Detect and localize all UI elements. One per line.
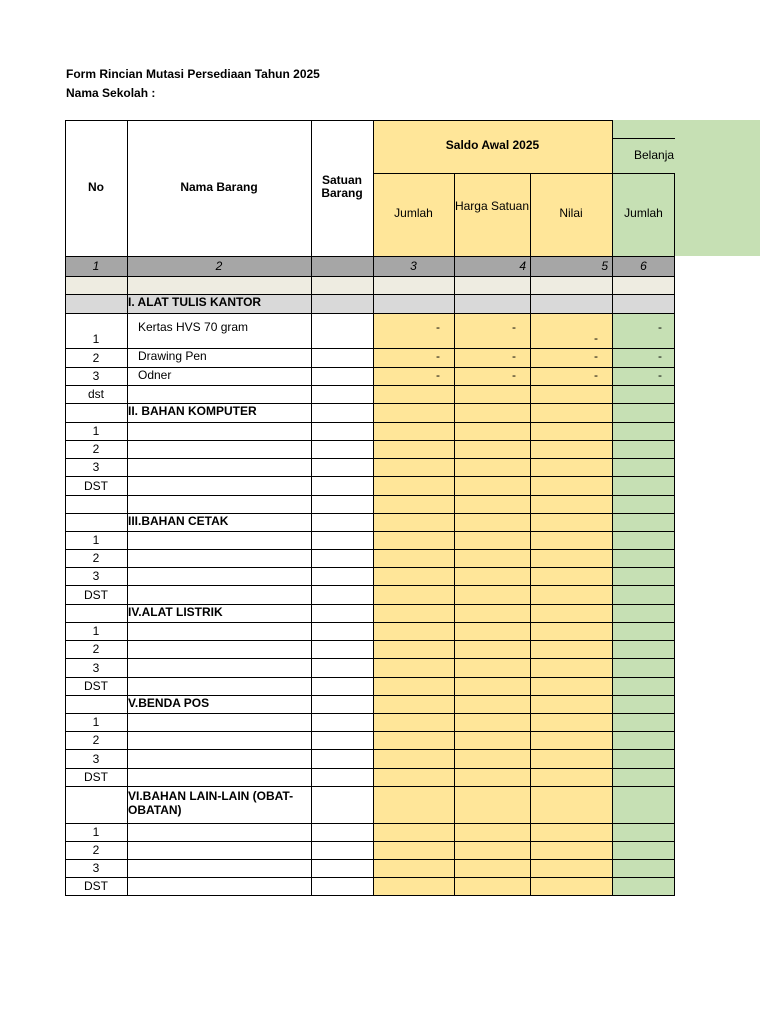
grid-line [65,658,675,659]
grid-line [65,367,675,368]
row-number: 1 [92,624,100,638]
dash-harga-satuan: - [512,368,516,382]
grid-line [65,495,675,496]
row-number: DST [84,770,108,784]
grid-line [311,120,312,895]
dash-jumlah-2: - [658,349,662,363]
header-no: No [88,180,104,194]
dash-nilai: - [594,331,598,345]
grid-line [65,823,675,824]
header-satuan-barang: Satuan Barang [321,173,363,200]
grid-line [373,120,374,895]
grid-line [65,677,675,678]
header-harga-satuan: Harga Satuan [454,199,530,213]
belanja-header-bg[interactable] [612,120,760,256]
grid-line [127,120,128,895]
section-header: V.BENDA POS [128,696,210,710]
row-number: 1 [92,715,100,729]
grid-line [65,440,675,441]
row-number: 1 [92,332,100,346]
grid-line [65,768,675,769]
row-number: 2 [92,642,100,656]
dash-nilai: - [594,368,598,382]
grid-line [65,313,675,314]
grid-line [65,695,675,696]
grid-line [65,786,675,787]
grid-line [65,622,675,623]
column-number: 3 [410,259,417,273]
header-nilai: Nilai [559,206,583,220]
column-number: 6 [640,259,647,273]
row-number: 3 [92,569,100,583]
dash-jumlah-2: - [658,320,662,334]
row-number: DST [84,588,108,602]
grid-line [65,458,675,459]
item-name: Kertas HVS 70 gram [138,320,249,334]
grid-line [65,256,675,257]
grid-line [65,567,675,568]
row-number: 2 [92,442,100,456]
grid-line [65,549,675,550]
grid-line [65,604,675,605]
grid-line [65,385,675,386]
grid-line [65,877,675,878]
grid-line [65,294,675,295]
row-number: DST [84,879,108,893]
item-name: Odner [138,368,172,382]
dash-jumlah: - [436,320,440,334]
header-jumlah: Jumlah [394,206,433,220]
header-saldo-awal: Saldo Awal 2025 [445,138,540,152]
form-title: Form Rincian Mutasi Persediaan Tahun 2025 [66,67,320,81]
section-header: II. BAHAN KOMPUTER [128,404,257,418]
grid-line [65,859,675,860]
school-name-label: Nama Sekolah : [66,86,156,100]
dash-harga-satuan: - [512,320,516,334]
grid-line [65,422,675,423]
grid-line [65,841,675,842]
grid-line [65,531,675,532]
column-number: 1 [92,259,100,273]
grid-line [65,276,675,277]
row-number: 2 [92,843,100,857]
section-header: VI.BAHAN LAIN-LAIN (OBAT-OBATAN) [128,789,294,817]
blank-row-bg[interactable] [65,276,675,294]
grid-line [373,173,675,174]
row-number: 2 [92,733,100,747]
item-name: Drawing Pen [138,349,207,363]
grid-line [65,348,675,349]
header-belanja: Belanja [634,148,675,162]
column-number: 5 [601,259,608,273]
dash-jumlah: - [436,349,440,363]
row-number: dst [87,387,104,401]
row-number: 3 [92,752,100,766]
row-number: 1 [92,533,100,547]
grid-line [65,403,675,404]
row-number: 2 [92,351,100,365]
header-jumlah-2: Jumlah [624,206,663,220]
row-number: 2 [92,551,100,565]
dash-harga-satuan: - [512,349,516,363]
grid-line [65,476,675,477]
grid-line [65,731,675,732]
grid-line [65,120,612,121]
dash-nilai: - [594,349,598,363]
grid-line [65,640,675,641]
grid-line [65,713,675,714]
row-number: 3 [92,460,100,474]
section-header: III.BAHAN CETAK [128,514,229,528]
grid-line [65,585,675,586]
grid-line [65,895,675,896]
grid-line [612,120,613,895]
grid-line [65,513,675,514]
row-number: 3 [92,861,100,875]
row-number: DST [84,679,108,693]
row-number: 3 [92,369,100,383]
grid-line [65,749,675,750]
row-number: 3 [92,661,100,675]
dash-jumlah: - [436,368,440,382]
column-number: 4 [519,259,526,273]
header-nama-barang: Nama Barang [180,180,258,194]
row-number: 1 [92,825,100,839]
row-number: DST [84,479,108,493]
grid-line [65,120,66,895]
grid-line [612,138,675,139]
section-header: I. ALAT TULIS KANTOR [128,295,262,309]
row-number: 1 [92,424,100,438]
dash-jumlah-2: - [658,368,662,382]
section-header: IV.ALAT LISTRIK [128,605,223,619]
column-number: 2 [215,259,223,273]
